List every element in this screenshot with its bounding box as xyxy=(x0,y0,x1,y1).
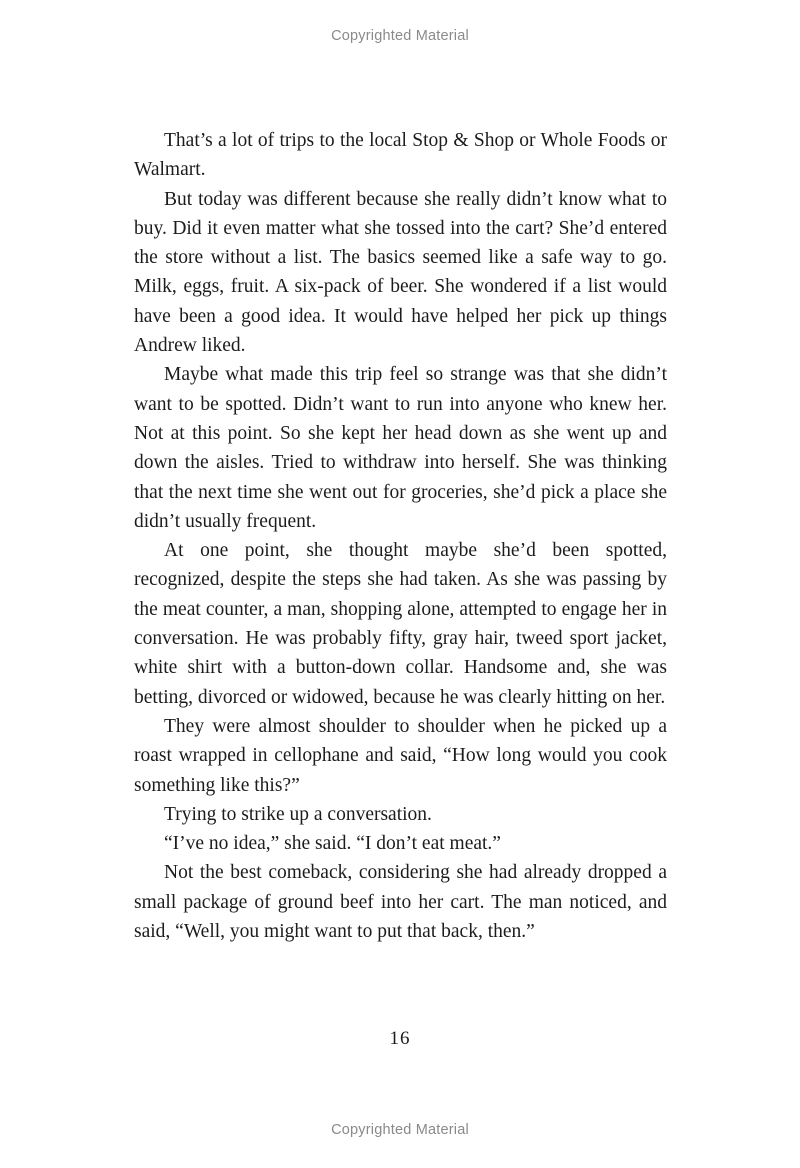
paragraph: They were almost shoulder to shoulder when he picked up a roast wrapped in cellophane and said, “How long would you cook something like this?” xyxy=(134,715,667,796)
paragraph: Trying to strike up a conversation. xyxy=(164,803,432,825)
body-text xyxy=(134,126,667,946)
paragraph: Not the best comeback, considering she had already dropped a small package of ground beef into her cart. The man noticed, and said, “Well, you might want to put that back, then.” xyxy=(134,862,667,943)
page-number: 16 xyxy=(389,1028,411,1049)
paragraph: At one point, she thought maybe she’d been spotted, recognized, despite the steps she had taken. As she was passing by the meat counter, a man, shopping alone, attempted to engage her in conversation. He was probably fifty, gray hair, tweed sport jacket, white shirt with a button-down collar. Handsome and, she was betting, divorced or widowed, because he was clearly hitting on her. xyxy=(134,540,667,708)
paragraph: “I’ve no idea,” she said. “I don’t eat meat.” xyxy=(164,833,501,855)
copyright-notice-bottom: Copyrighted Material xyxy=(331,1122,469,1138)
paragraph: Maybe what made this trip feel so strange was that she didn’t want to be spotted. Didn’t want to run into anyone who knew her. Not at this point. So she kept her head down as she went up and down the aisles. Tried to withdraw into herself. She was thinking that the next time she went out for groceries, she’d pick a place she didn’t usually frequent. xyxy=(134,364,667,532)
paragraph: But today was different because she really didn’t know what to buy. Did it even matter what she tossed into the cart? She’d entered the store without a list. The basics seemed like a safe way to go. Milk, eggs, fruit. A six-pack of beer. She wondered if a list would have been a good idea. It would have helped her pick up things Andrew liked. xyxy=(134,188,667,357)
copyright-notice-top: Copyrighted Material xyxy=(331,28,469,44)
paragraph: That’s a lot of trips to the local Stop & Shop or Whole Foods or Walmart. xyxy=(134,130,667,181)
